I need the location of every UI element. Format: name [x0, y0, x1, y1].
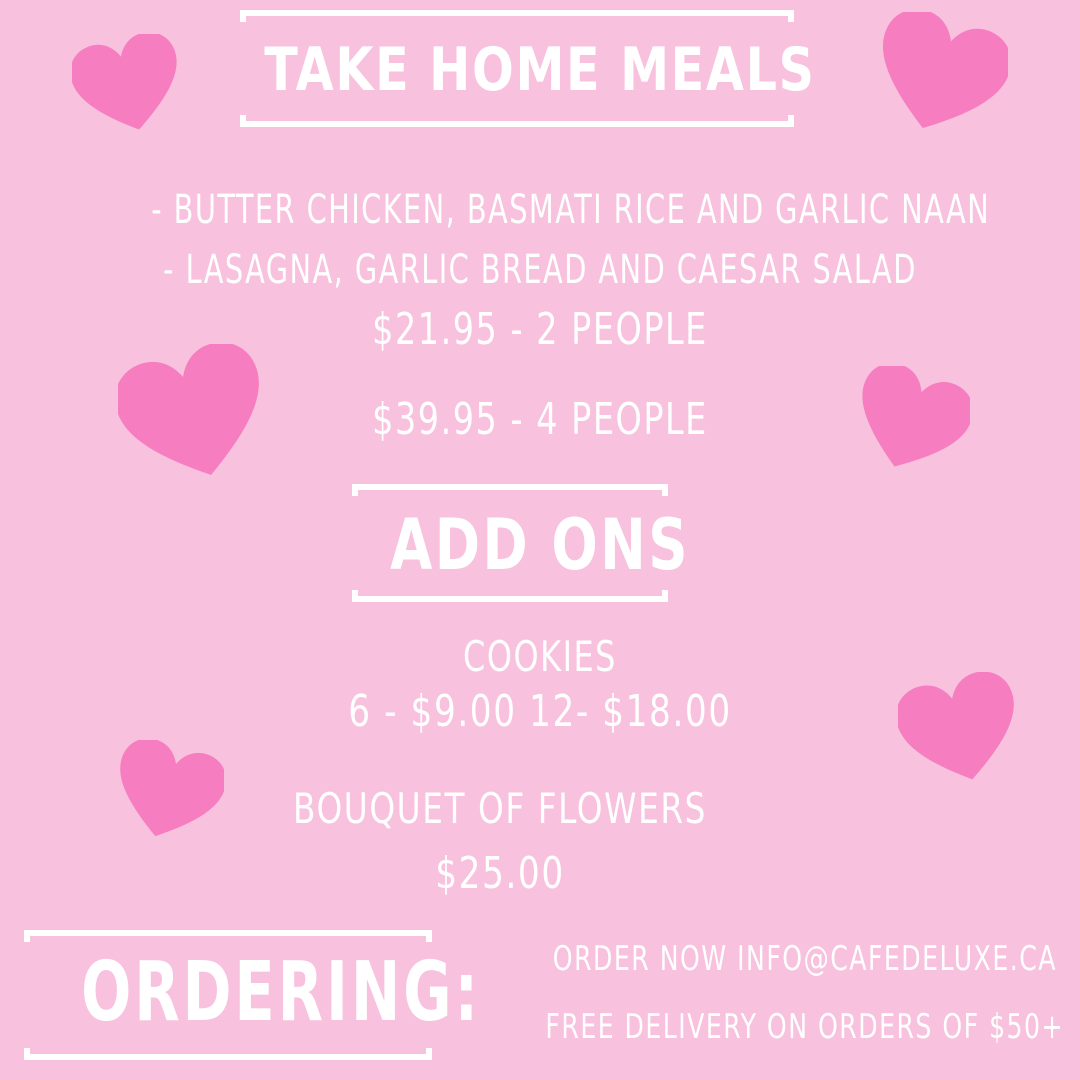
meal-price: $39.95 - 4 PEOPLE — [372, 394, 708, 445]
ordering-frame-bottom — [24, 1048, 432, 1060]
meal-item: - LASAGNA, GARLIC BREAD AND CAESAR SALAD — [163, 247, 917, 293]
page-title: TAKE HOME MEALS — [264, 35, 816, 105]
ordering-frame-top — [24, 930, 432, 942]
addons-frame-bottom — [352, 590, 668, 602]
ordering-title: ORDERING: — [81, 945, 481, 1040]
order-contact: ORDER NOW INFO@CAFEDELUXE.CA — [552, 939, 1057, 979]
addons-frame-top — [352, 484, 668, 496]
meal-item: - BUTTER CHICKEN, BASMATI RICE AND GARLIC NAAN — [151, 187, 991, 233]
addons-title: ADD ONS — [390, 504, 690, 586]
flowers-price: $25.00 — [435, 848, 565, 899]
title-frame-top — [240, 10, 794, 22]
delivery-note: FREE DELIVERY ON ORDERS OF $50+ — [545, 1007, 1065, 1047]
meal-price: $21.95 - 2 PEOPLE — [372, 304, 708, 355]
title-frame-bottom — [240, 115, 794, 127]
cookies-price: 6 - $9.00 12- $18.00 — [348, 686, 732, 737]
cookies-label: COOKIES — [463, 632, 617, 681]
flowers-label: BOUQUET OF FLOWERS — [292, 784, 708, 833]
